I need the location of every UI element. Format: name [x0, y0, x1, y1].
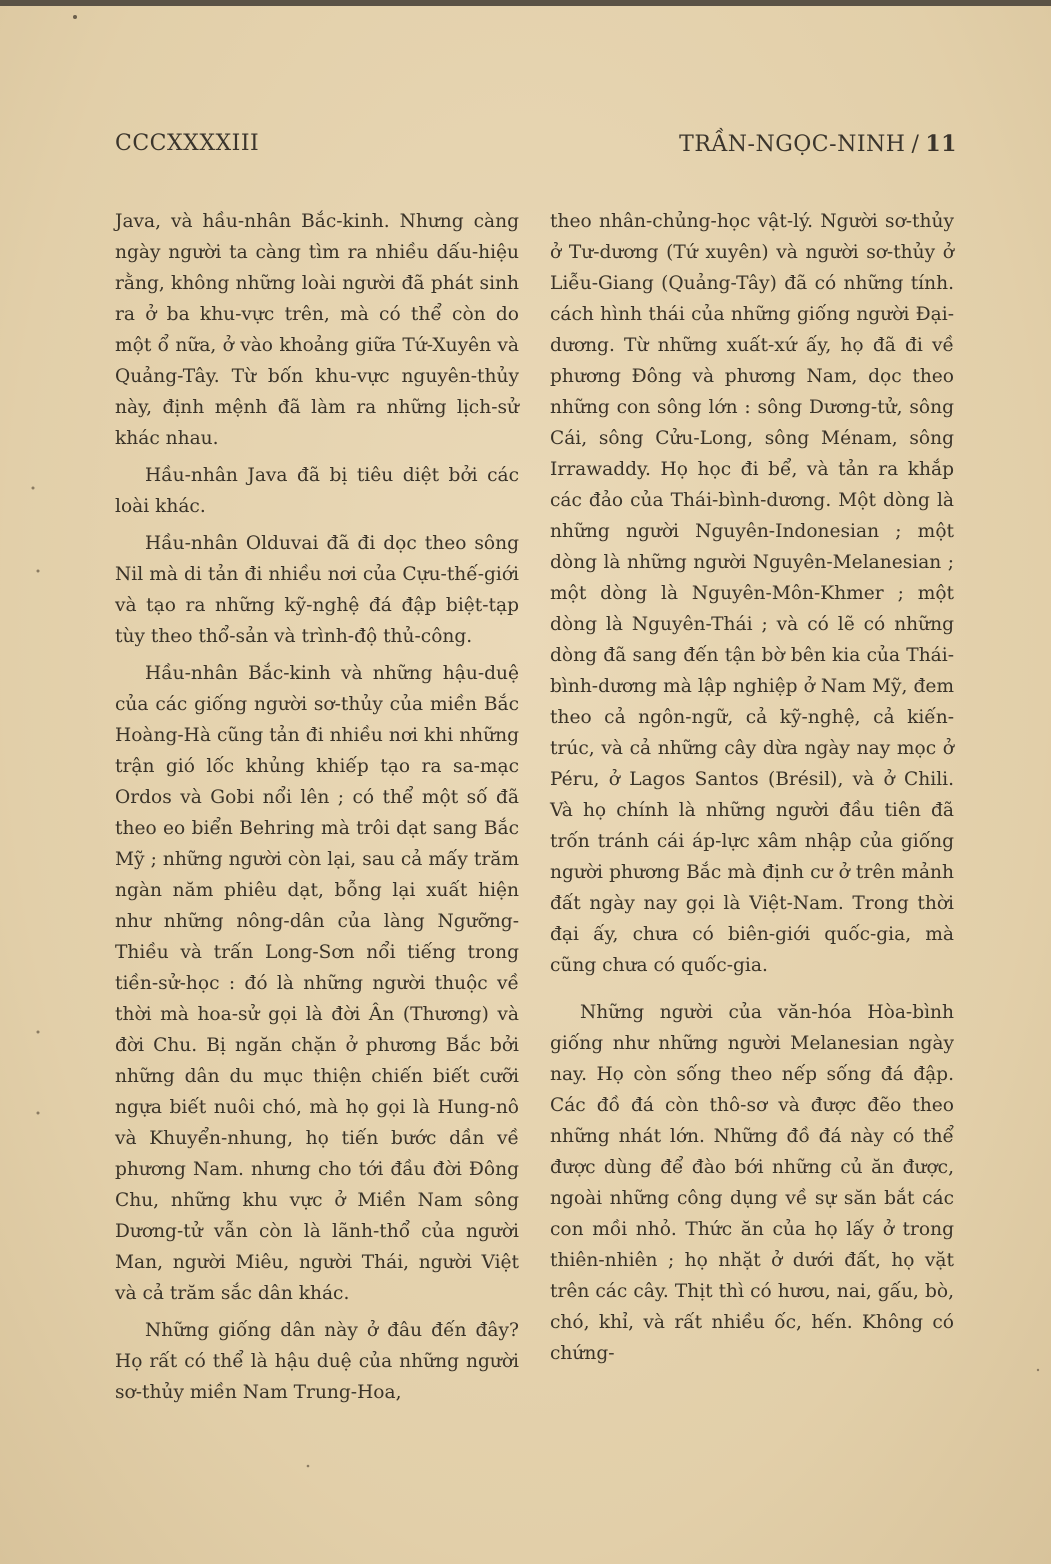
- right-text-column: [550, 206, 954, 1369]
- author-name: TRẦN-NGỌC-NINH: [679, 132, 906, 157]
- paragraph: Những giống dân này ở đâu đến đây? Họ rất có thể là hậu duệ của những người sơ-thủy miền Nam Trung-Hoa,: [115, 1320, 519, 1403]
- paragraph: Hầu-nhân Java đã bị tiêu diệt bởi các loài khác.: [115, 465, 519, 517]
- author-page-label: [679, 131, 957, 157]
- running-header: [115, 131, 957, 167]
- header-separator: /: [911, 132, 920, 157]
- book-section-number: CCCXXXXIII: [115, 131, 260, 156]
- page-number: 11: [925, 131, 957, 157]
- left-text-column: [115, 206, 519, 1408]
- paragraph: Hầu-nhân Bắc-kinh và những hậu-duệ của các giống người sơ-thủy của miền Bắc Hoàng-Hà cũng tản đi nhiều nơi khi những trận gió lốc khủng khiếp tạo ra sa-mạc Ordos và Gobi nổi lên ; có thể một số đã theo eo biển Behring mà trôi dạt sang Bắc Mỹ ; những người còn lại, sau cả mấy trăm ngàn năm phiêu dạt, bỗng lại xuất hiện như những nông-dân của làng Ngưỡng-Thiều và trấn Long-Sơn nổi tiếng trong tiền-sử-học : đó là những người thuộc về thời mà hoa-sử gọi là đời Ân (Thương) và đời Chu. Bị ngăn chặn ở phương Bắc bởi những dân du mục thiện chiến biết cưỡi ngựa biết nuôi chó, mà họ gọi là Hung-nô và Khuyển-nhung, họ tiến bước dần về phương Nam. nhưng cho tới đầu đời Đông Chu, những khu vực ở Miền Nam sông Dương-tử vẫn còn là lãnh-thổ của người Man, người Miêu, người Thái, người Việt và cả trăm sắc dân khác.: [115, 663, 519, 1304]
- paragraph: theo nhân-chủng-học vật-lý. Người sơ-thủy ở Tư-dương (Tứ xuyên) và người sơ-thủy ở Liễu-Giang (Quảng-Tây) đã có những tính. cách hình thái của những giống người Đại-dương. Từ những xuất-xứ ấy, họ đã đi về phương Đông và phương Nam, dọc theo những con sông lớn : sông Dương-tử, sông Cái, sông Cửu-Long, sông Ménam, sông Irrawaddy. Họ học đi bể, và tản ra khắp các đảo của Thái-bình-dương. Một dòng là những người Nguyên-Indonesian ; một dòng là những người Nguyên-Melanesian ; một dòng là Nguyên-Môn-Khmer ; một dòng là Nguyên-Thái ; và có lẽ có những dòng đã sang đến tận bờ bên kia của Thái-bình-dương mà lập nghiệp ở Nam Mỹ, đem theo cả ngôn-ngữ, cả kỹ-nghệ, cả kiến-trúc, và cả những cây dừa ngày nay mọc ở Péru, ở Lagos Santos (Brésil), và ở Chili. Và họ chính là những người đầu tiên đã trốn tránh cái áp-lực xâm nhập của giống người phương Bắc mà định cư ở trên mảnh đất ngày nay gọi là Việt-Nam. Trong thời đại ấy, chưa có biên-giới quốc-gia, mà cũng chưa có quốc-gia.: [550, 211, 954, 976]
- paragraph: Java, và hầu-nhân Bắc-kinh. Nhưng càng ngày người ta càng tìm ra nhiều dấu-hiệu rằng, không những loài người đã phát sinh ra ở ba khu-vực trên, mà có thể còn do một ổ nữa, ở vào khoảng giữa Tứ-Xuyên và Quảng-Tây. Từ bốn khu-vực nguyên-thủy này, định mệnh đã làm ra những lịch-sử khác nhau.: [115, 211, 519, 449]
- top-edge-line: [0, 0, 1051, 6]
- paragraph: Những người của văn-hóa Hòa-bình giống như những người Melanesian ngày nay. Họ còn sống theo nếp sống đá đập. Các đồ đá còn thô-sơ và được đẽo theo những nhát lớn. Những đồ đá này có thể được dùng để đào bới những củ ăn được, ngoài những công dụng về sự săn bắt các con mồi nhỏ. Thức ăn của họ lấy ở trong thiên-nhiên ; họ nhặt ở dưới đất, họ vặt trên các cây. Thịt thì có hươu, nai, gấu, bò, chó, khỉ, và rất nhiều ốc, hến. Không có chứng-: [550, 1002, 954, 1364]
- paragraph: Hầu-nhân Olduvai đã đi dọc theo sông Nil mà di tản đi nhiều nơi của Cựu-thế-giới và tạo ra những kỹ-nghệ đá đập biệt-tạp tùy theo thổ-sản và trình-độ thủ-công.: [115, 533, 519, 647]
